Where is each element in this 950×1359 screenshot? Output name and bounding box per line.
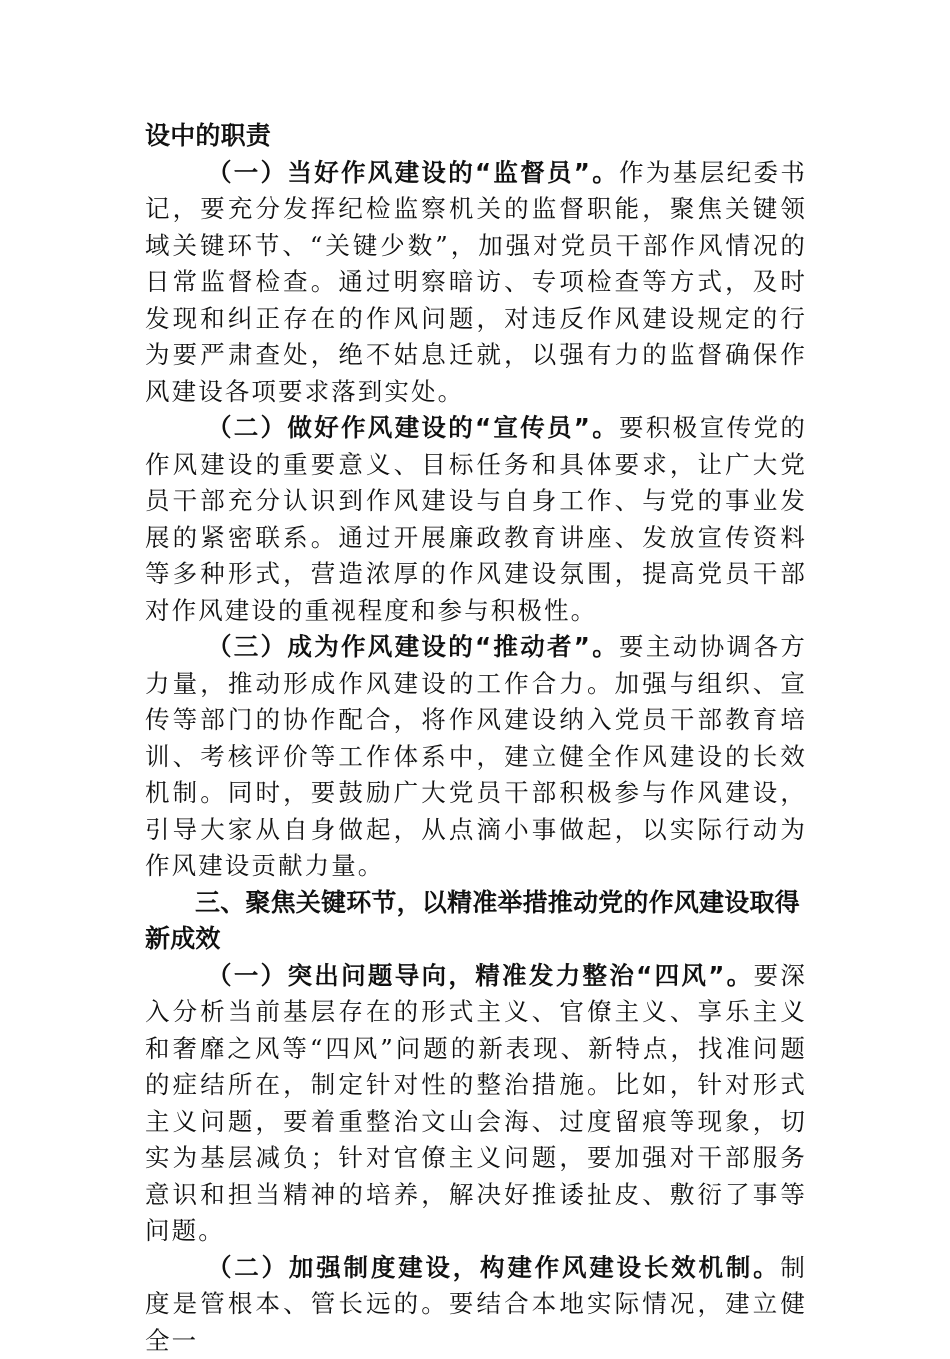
- paragraph-institution: [145, 1250, 807, 1359]
- paragraph-lead: （二）加强制度建设，构建作风建设长效机制。: [207, 1253, 780, 1282]
- paragraph-body: 制度是管根本、管长远的。要结合本地实际情况，建立健全一: [145, 1253, 807, 1355]
- paragraph-four-winds: [145, 958, 807, 1250]
- paragraph-body: 要深入分析当前基层存在的形式主义、官僚主义、享乐主义和奢靡之风等“四风”问题的新表现、新特点，找准问题的症结所在，制定针对性的整治措施。比如，针对形式主义问题，要着重整治文山会海、过度留痕等现象，切实为基层减负；针对官僚主义问题，要加强对干部服务意识和担当精神的培养，解决好推诿扯皮、敷衍了事等问题。: [145, 961, 807, 1246]
- paragraph-lead: （一）当好作风建设的“监督员”。: [207, 158, 619, 187]
- section-heading-three: 三、聚焦关键环节，以精准举措推动党的作风建设取得新成效: [145, 885, 807, 958]
- paragraph-promoter: [145, 629, 807, 885]
- paragraph-lead: （三）成为作风建设的“推动者”。: [207, 632, 619, 661]
- paragraph-body: 要积极宣传党的作风建设的重要意义、目标任务和具体要求，让广大党员干部充分认识到作风建设与自身工作、与党的事业发展的紧密联系。通过开展廉政教育讲座、发放宣传资料等多种形式，营造浓厚的作风建设氛围，提高党员干部对作风建设的重视程度和参与积极性。: [145, 413, 807, 625]
- paragraph-body: 作为基层纪委书记，要充分发挥纪检监察机关的监督职能，聚焦关键领域关键环节、“关键少数”，加强对党员干部作风情况的日常监督检查。通过明察暗访、专项检查等方式，及时发现和纠正存在的作风问题，对违反作风建设规定的行为要严肃查处，绝不姑息迁就，以强有力的监督确保作风建设各项要求落到实处。: [145, 158, 807, 406]
- paragraph-lead: （二）做好作风建设的“宣传员”。: [207, 413, 619, 442]
- paragraph-lead: （一）突出问题导向，精准发力整治“四风”。: [207, 961, 753, 990]
- section-heading-continuation: 设中的职责: [145, 118, 807, 155]
- paragraph-supervisor: [145, 155, 807, 411]
- paragraph-body: 要主动协调各方力量，推动形成作风建设的工作合力。加强与组织、宣传等部门的协作配合，将作风建设纳入党员干部教育培训、考核评价等工作体系中，建立健全作风建设的长效机制。同时，要鼓励广大党员干部积极参与作风建设，引导大家从自身做起，从点滴小事做起，以实际行动为作风建设贡献力量。: [145, 632, 807, 880]
- paragraph-publicist: [145, 410, 807, 629]
- document-page: [145, 118, 807, 1359]
